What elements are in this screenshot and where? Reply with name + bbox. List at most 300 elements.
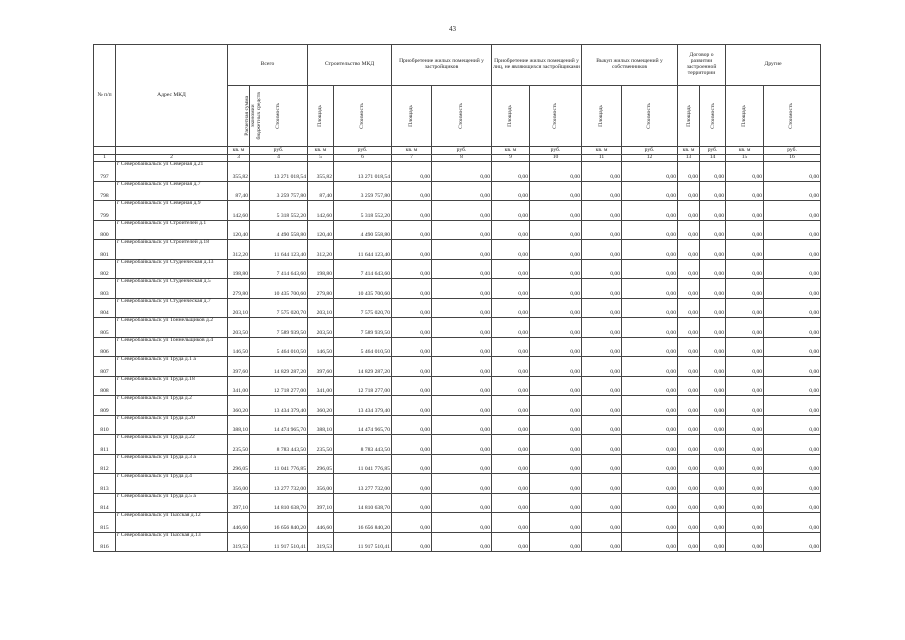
zero-value: 0,00 (582, 493, 622, 513)
header-construction: Строительство МКД (308, 45, 392, 86)
total-cost: 4 490 558,80 (250, 220, 308, 240)
column-number: 10 (530, 155, 582, 162)
unit-label: кв. м (582, 147, 622, 155)
row-number: 809 (94, 396, 116, 416)
zero-value: 0,00 (392, 396, 432, 416)
zero-value: 0,00 (726, 357, 764, 377)
construction-area: 341,00 (308, 376, 334, 396)
row-number: 802 (94, 259, 116, 279)
zero-value: 0,00 (392, 357, 432, 377)
construction-cost: 11 041 776,85 (334, 454, 392, 474)
total-cost: 7 575 020,70 (250, 298, 308, 318)
total-cost: 16 656 840,20 (250, 513, 308, 533)
zero-value: 0,00 (726, 513, 764, 533)
zero-value: 0,00 (392, 240, 432, 260)
table-row (94, 279, 821, 299)
zero-value: 0,00 (530, 513, 582, 533)
unit-label: кв. м (308, 147, 334, 155)
zero-value: 0,00 (492, 513, 530, 533)
construction-area: 142,60 (308, 201, 334, 221)
zero-value: 0,00 (678, 181, 700, 201)
subheader-area (678, 86, 700, 147)
header-address: Адрес МКД (116, 45, 228, 147)
table-row (94, 318, 821, 338)
total-area: 235,50 (228, 435, 250, 455)
zero-value: 0,00 (764, 357, 821, 377)
zero-value: 0,00 (700, 240, 726, 260)
zero-value: 0,00 (700, 337, 726, 357)
row-address: г Северобайкальск ул Строителей д.1 (116, 220, 228, 240)
zero-value: 0,00 (392, 318, 432, 338)
row-number: 812 (94, 454, 116, 474)
zero-value: 0,00 (726, 259, 764, 279)
zero-value: 0,00 (582, 454, 622, 474)
subheader-cost (432, 86, 492, 147)
construction-area: 446,60 (308, 513, 334, 533)
zero-value: 0,00 (764, 454, 821, 474)
zero-value: 0,00 (726, 220, 764, 240)
zero-value: 0,00 (582, 415, 622, 435)
zero-value: 0,00 (700, 435, 726, 455)
zero-value: 0,00 (582, 337, 622, 357)
subheader-label: Расчетная сумма экономии бюджетных средств (244, 92, 262, 140)
zero-value: 0,00 (492, 298, 530, 318)
unit-label: руб. (250, 147, 308, 155)
zero-value: 0,00 (432, 337, 492, 357)
zero-value: 0,00 (700, 513, 726, 533)
total-area: 120,40 (228, 220, 250, 240)
zero-value: 0,00 (678, 435, 700, 455)
zero-value: 0,00 (678, 454, 700, 474)
total-area: 397,10 (228, 493, 250, 513)
subheader-cost (700, 86, 726, 147)
zero-value: 0,00 (392, 337, 432, 357)
row-address: г Северобайкальск ул Тоннельщиков д.4 (116, 337, 228, 357)
unit-label: руб. (530, 147, 582, 155)
subheader-label: Стоимость (457, 103, 464, 129)
zero-value: 0,00 (492, 435, 530, 455)
construction-cost: 5 318 552,20 (334, 201, 392, 221)
zero-value: 0,00 (700, 454, 726, 474)
table-row (94, 220, 821, 240)
table-row (94, 396, 821, 416)
zero-value: 0,00 (622, 376, 678, 396)
total-cost: 3 259 757,80 (250, 181, 308, 201)
total-cost: 12 718 277,00 (250, 376, 308, 396)
row-address: г Северобайкальск ул Студенческая д.5 (116, 279, 228, 299)
zero-value: 0,00 (678, 259, 700, 279)
zero-value: 0,00 (764, 259, 821, 279)
zero-value: 0,00 (622, 474, 678, 494)
zero-value: 0,00 (582, 279, 622, 299)
header-acq-developers: Приобретение жилых помещений у застройщиков (392, 45, 492, 86)
construction-area: 319,53 (308, 532, 334, 552)
zero-value: 0,00 (432, 357, 492, 377)
zero-value: 0,00 (622, 435, 678, 455)
subheader-label: Стоимость (551, 103, 558, 129)
row-address: г Северобайкальск ул Северная д.9 (116, 201, 228, 221)
construction-area: 296,05 (308, 454, 334, 474)
construction-area: 198,80 (308, 259, 334, 279)
unit-label: кв. м (678, 147, 700, 155)
total-cost: 10 435 700,60 (250, 279, 308, 299)
zero-value: 0,00 (492, 220, 530, 240)
zero-value: 0,00 (492, 474, 530, 494)
total-cost: 11 644 123,40 (250, 240, 308, 260)
zero-value: 0,00 (622, 513, 678, 533)
zero-value: 0,00 (726, 454, 764, 474)
page-number: 43 (449, 25, 456, 33)
header-acq-non-developers: Приобретение жилых помещений у лиц, не являющихся застройщиками (492, 45, 582, 86)
row-number: 810 (94, 415, 116, 435)
zero-value: 0,00 (492, 162, 530, 182)
zero-value: 0,00 (678, 357, 700, 377)
zero-value: 0,00 (726, 376, 764, 396)
total-area: 360,20 (228, 396, 250, 416)
zero-value: 0,00 (678, 240, 700, 260)
zero-value: 0,00 (622, 415, 678, 435)
construction-area: 87,40 (308, 181, 334, 201)
unit-label: руб. (432, 147, 492, 155)
zero-value: 0,00 (392, 201, 432, 221)
total-area: 312,20 (228, 240, 250, 260)
subheader-area (492, 86, 530, 147)
column-number: 12 (622, 155, 678, 162)
row-number: 805 (94, 318, 116, 338)
zero-value: 0,00 (530, 298, 582, 318)
resettlement-table (93, 44, 821, 552)
zero-value: 0,00 (726, 162, 764, 182)
table-row (94, 201, 821, 221)
total-cost: 13 277 732,00 (250, 474, 308, 494)
zero-value: 0,00 (726, 337, 764, 357)
row-address: г Северобайкальск ул Тысская д.13 (116, 532, 228, 552)
zero-value: 0,00 (392, 220, 432, 240)
table-row (94, 240, 821, 260)
zero-value: 0,00 (700, 493, 726, 513)
zero-value: 0,00 (678, 337, 700, 357)
zero-value: 0,00 (622, 220, 678, 240)
total-cost: 14 829 287,20 (250, 357, 308, 377)
zero-value: 0,00 (392, 298, 432, 318)
subheader-label: Площадь (597, 105, 604, 127)
row-number: 807 (94, 357, 116, 377)
construction-area: 203,50 (308, 318, 334, 338)
zero-value: 0,00 (392, 162, 432, 182)
zero-value: 0,00 (622, 493, 678, 513)
table-row (94, 298, 821, 318)
header-agreement: Договор о развитии застроенной территории (678, 45, 726, 86)
row-address: г Северобайкальск ул Студенческая д.13 (116, 259, 228, 279)
zero-value: 0,00 (622, 454, 678, 474)
zero-value: 0,00 (530, 474, 582, 494)
unit-label: кв. м (228, 147, 250, 155)
zero-value: 0,00 (432, 532, 492, 552)
zero-value: 0,00 (392, 513, 432, 533)
zero-value: 0,00 (492, 259, 530, 279)
construction-cost: 14 474 965,70 (334, 415, 392, 435)
total-cost: 5 464 010,50 (250, 337, 308, 357)
total-cost: 11 917 510,41 (250, 532, 308, 552)
zero-value: 0,00 (392, 376, 432, 396)
unit-label: руб. (700, 147, 726, 155)
construction-area: 235,50 (308, 435, 334, 455)
zero-value: 0,00 (492, 201, 530, 221)
zero-value: 0,00 (726, 532, 764, 552)
subheader-area (582, 86, 622, 147)
zero-value: 0,00 (492, 357, 530, 377)
header-num: № п/п (94, 45, 116, 147)
table-row (94, 181, 821, 201)
zero-value: 0,00 (678, 201, 700, 221)
zero-value: 0,00 (432, 201, 492, 221)
row-number: 803 (94, 279, 116, 299)
construction-cost: 4 490 558,80 (334, 220, 392, 240)
zero-value: 0,00 (726, 298, 764, 318)
zero-value: 0,00 (530, 532, 582, 552)
row-address: г Северобайкальск ул Труда д.2 (116, 396, 228, 416)
subheader-cost (334, 86, 392, 147)
construction-cost: 7 575 020,70 (334, 298, 392, 318)
construction-cost: 7 414 643,60 (334, 259, 392, 279)
unit-label: руб. (622, 147, 678, 155)
row-address: г Северобайкальск ул Труда д.18 (116, 376, 228, 396)
zero-value: 0,00 (492, 240, 530, 260)
zero-value: 0,00 (700, 376, 726, 396)
zero-value: 0,00 (582, 298, 622, 318)
zero-value: 0,00 (726, 318, 764, 338)
construction-cost: 8 783 443,50 (334, 435, 392, 455)
zero-value: 0,00 (700, 220, 726, 240)
zero-value: 0,00 (530, 201, 582, 221)
zero-value: 0,00 (582, 318, 622, 338)
zero-value: 0,00 (726, 493, 764, 513)
total-cost: 7 414 643,60 (250, 259, 308, 279)
total-cost: 8 783 443,50 (250, 435, 308, 455)
zero-value: 0,00 (392, 474, 432, 494)
total-area: 203,50 (228, 318, 250, 338)
zero-value: 0,00 (764, 493, 821, 513)
total-area: 356,00 (228, 474, 250, 494)
column-number: 16 (764, 155, 821, 162)
zero-value: 0,00 (432, 259, 492, 279)
subheader-label: Площадь (316, 105, 323, 127)
zero-value: 0,00 (530, 493, 582, 513)
zero-value: 0,00 (764, 240, 821, 260)
construction-cost: 13 277 732,00 (334, 474, 392, 494)
zero-value: 0,00 (700, 396, 726, 416)
zero-value: 0,00 (582, 162, 622, 182)
zero-value: 0,00 (492, 279, 530, 299)
zero-value: 0,00 (622, 201, 678, 221)
header-other: Другие (726, 45, 821, 86)
zero-value: 0,00 (582, 532, 622, 552)
construction-area: 312,20 (308, 240, 334, 260)
zero-value: 0,00 (392, 181, 432, 201)
subheader-area (308, 86, 334, 147)
row-number: 813 (94, 474, 116, 494)
total-area: 388,10 (228, 415, 250, 435)
unit-label: кв. м (392, 147, 432, 155)
zero-value: 0,00 (432, 279, 492, 299)
zero-value: 0,00 (582, 240, 622, 260)
zero-value: 0,00 (432, 376, 492, 396)
zero-value: 0,00 (700, 318, 726, 338)
zero-value: 0,00 (432, 415, 492, 435)
row-number: 797 (94, 162, 116, 182)
construction-cost: 3 259 757,80 (334, 181, 392, 201)
row-number: 804 (94, 298, 116, 318)
construction-cost: 16 656 840,20 (334, 513, 392, 533)
construction-cost: 5 464 010,50 (334, 337, 392, 357)
construction-area: 397,60 (308, 357, 334, 377)
zero-value: 0,00 (622, 162, 678, 182)
zero-value: 0,00 (432, 493, 492, 513)
column-number: 11 (582, 155, 622, 162)
zero-value: 0,00 (764, 162, 821, 182)
construction-area: 120,40 (308, 220, 334, 240)
zero-value: 0,00 (700, 298, 726, 318)
zero-value: 0,00 (700, 181, 726, 201)
subheader-label: Стоимость (788, 103, 795, 129)
zero-value: 0,00 (582, 376, 622, 396)
table-row (94, 532, 821, 552)
zero-value: 0,00 (622, 357, 678, 377)
row-address: г Северобайкальск ул Труда д.20 (116, 415, 228, 435)
zero-value: 0,00 (678, 513, 700, 533)
row-address: г Северобайкальск ул Студенческая д.7 (116, 298, 228, 318)
zero-value: 0,00 (678, 298, 700, 318)
table-row (94, 259, 821, 279)
zero-value: 0,00 (764, 376, 821, 396)
subheader-label: Площадь (506, 105, 513, 127)
zero-value: 0,00 (726, 435, 764, 455)
zero-value: 0,00 (700, 259, 726, 279)
row-address: г Северобайкальск ул Северная д.21 (116, 162, 228, 182)
total-area: 355,82 (228, 162, 250, 182)
zero-value: 0,00 (530, 318, 582, 338)
zero-value: 0,00 (622, 240, 678, 260)
subheader-area (726, 86, 764, 147)
zero-value: 0,00 (582, 357, 622, 377)
total-cost: 13 434 379,40 (250, 396, 308, 416)
zero-value: 0,00 (764, 513, 821, 533)
zero-value: 0,00 (582, 435, 622, 455)
total-area: 319,53 (228, 532, 250, 552)
zero-value: 0,00 (432, 474, 492, 494)
zero-value: 0,00 (764, 396, 821, 416)
construction-cost: 10 435 700,60 (334, 279, 392, 299)
column-number: 8 (432, 155, 492, 162)
total-area: 446,60 (228, 513, 250, 533)
zero-value: 0,00 (700, 532, 726, 552)
zero-value: 0,00 (678, 415, 700, 435)
row-number: 811 (94, 435, 116, 455)
zero-value: 0,00 (432, 454, 492, 474)
row-number: 800 (94, 220, 116, 240)
zero-value: 0,00 (622, 337, 678, 357)
table-row (94, 415, 821, 435)
column-number: 13 (678, 155, 700, 162)
zero-value: 0,00 (678, 318, 700, 338)
zero-value: 0,00 (530, 376, 582, 396)
table-row (94, 435, 821, 455)
zero-value: 0,00 (764, 181, 821, 201)
subheader-area (392, 86, 432, 147)
zero-value: 0,00 (678, 220, 700, 240)
header-total: Всего (228, 45, 308, 86)
column-number: 14 (700, 155, 726, 162)
construction-area: 360,20 (308, 396, 334, 416)
zero-value: 0,00 (492, 493, 530, 513)
column-number: 2 (116, 155, 228, 162)
zero-value: 0,00 (492, 454, 530, 474)
zero-value: 0,00 (678, 396, 700, 416)
row-address: г Северобайкальск ул Труда д.22 (116, 435, 228, 455)
zero-value: 0,00 (530, 259, 582, 279)
column-number: 15 (726, 155, 764, 162)
zero-value: 0,00 (530, 415, 582, 435)
zero-value: 0,00 (432, 220, 492, 240)
row-address: г Северобайкальск ул Труда д.4 (116, 474, 228, 494)
total-area: 397,60 (228, 357, 250, 377)
column-number: 5 (308, 155, 334, 162)
zero-value: 0,00 (492, 532, 530, 552)
zero-value: 0,00 (530, 357, 582, 377)
zero-value: 0,00 (392, 259, 432, 279)
total-area: 146,50 (228, 337, 250, 357)
zero-value: 0,00 (622, 279, 678, 299)
zero-value: 0,00 (530, 337, 582, 357)
zero-value: 0,00 (700, 201, 726, 221)
unit-label: кв. м (726, 147, 764, 155)
zero-value: 0,00 (700, 279, 726, 299)
zero-value: 0,00 (432, 396, 492, 416)
table-row (94, 474, 821, 494)
zero-value: 0,00 (432, 181, 492, 201)
total-area: 142,60 (228, 201, 250, 221)
row-address: г Северобайкальск ул Труда д.1 а (116, 357, 228, 377)
zero-value: 0,00 (678, 376, 700, 396)
subheader-label: Стоимость (645, 103, 652, 129)
zero-value: 0,00 (582, 396, 622, 416)
total-area: 203,10 (228, 298, 250, 318)
subheader-label: Площадь (686, 105, 693, 127)
zero-value: 0,00 (392, 279, 432, 299)
zero-value: 0,00 (392, 415, 432, 435)
zero-value: 0,00 (530, 396, 582, 416)
row-address: г Северобайкальск ул Строителей д.18 (116, 240, 228, 260)
zero-value: 0,00 (764, 318, 821, 338)
zero-value: 0,00 (392, 435, 432, 455)
zero-value: 0,00 (764, 298, 821, 318)
zero-value: 0,00 (764, 435, 821, 455)
zero-value: 0,00 (432, 318, 492, 338)
table-row (94, 513, 821, 533)
zero-value: 0,00 (432, 298, 492, 318)
column-number: 6 (334, 155, 392, 162)
row-number: 815 (94, 513, 116, 533)
construction-cost: 12 718 277,00 (334, 376, 392, 396)
zero-value: 0,00 (432, 513, 492, 533)
header-buyout: Выкуп жилых помещений у собственников (582, 45, 678, 86)
construction-cost: 13 434 379,40 (334, 396, 392, 416)
zero-value: 0,00 (582, 259, 622, 279)
column-number: 9 (492, 155, 530, 162)
zero-value: 0,00 (622, 298, 678, 318)
construction-cost: 14 829 287,20 (334, 357, 392, 377)
zero-value: 0,00 (700, 474, 726, 494)
